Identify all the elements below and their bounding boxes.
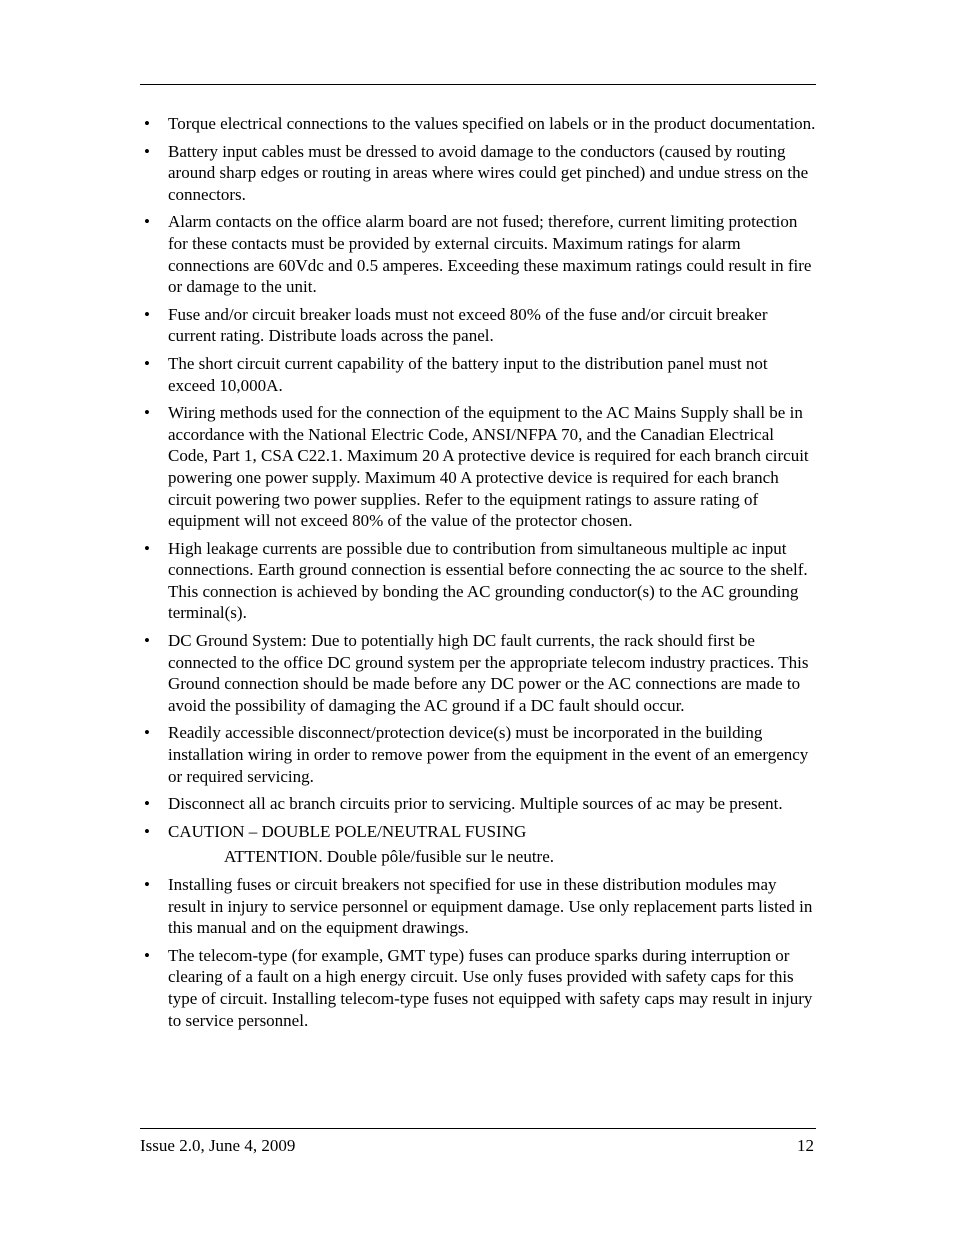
bullet-icon: • (144, 631, 150, 651)
list-item-text: High leakage currents are possible due to contribution from simultaneous multiple ac input connections. Earth ground connection is essential before connecting the ac source to the shelf. This connection is achieved by bonding the AC grounding conductor(s) to the AC grounding terminal(s). (168, 538, 808, 623)
list-item (140, 353, 816, 396)
bullet-icon: • (144, 538, 150, 558)
list-item-text: Torque electrical connections to the values specified on labels or in the product documentation. (168, 114, 816, 133)
list-item-text: DC Ground System: Due to potentially high DC fault currents, the rack should first be connected to the office DC ground system per the appropriate telecom industry practices. This Ground connection should be made before any DC power or the AC connections are made to avoid the possibility of damaging the AC ground if a DC fault should occur. (168, 631, 809, 715)
bullet-icon: • (144, 945, 150, 965)
list-item (140, 211, 816, 297)
list-item-text: Disconnect all ac branch circuits prior to servicing. Multiple sources of ac may be present. (168, 794, 783, 814)
bullet-icon: • (144, 821, 150, 841)
header-rule (140, 84, 816, 85)
list-item-text: Installing fuses or circuit breakers not specified for use in these distribution modules may result in injury to service personnel or equipment damage. Use only replacement parts listed in this manual and on the equipment drawings. (168, 875, 813, 938)
list-item-text: Alarm contacts on the office alarm board are not fused; therefore, current limiting protection for these contacts must be provided by external circuits. Maximum ratings for alarm connections are 60Vdc and 0.5 amperes. Exceeding these maximum ratings could result in fire or damage to the unit. (168, 212, 812, 297)
list-item-text: The short circuit current capability of the battery input to the distribution panel must not exceed 10,000A. (168, 353, 768, 395)
bullet-icon: • (144, 794, 150, 814)
safety-bullet-list (140, 113, 816, 1031)
bullet-icon: • (144, 212, 150, 232)
bullet-icon: • (144, 304, 150, 324)
list-item (140, 141, 816, 206)
bullet-icon: • (144, 353, 150, 373)
list-item (140, 945, 816, 1031)
caution-french-translation: ATTENTION. Double pôle/fusible sur le neutre. (224, 847, 554, 867)
bullet-icon: • (144, 875, 150, 894)
list-item-text: Battery input cables must be dressed to avoid damage to the conductors (caused by routing around sharp edges or routing in areas where wires could get pinched) and undue stress on the connectors. (168, 141, 809, 204)
list-item (140, 874, 816, 939)
footer-rule (140, 1128, 816, 1129)
bullet-icon: • (144, 723, 150, 743)
list-item (140, 821, 816, 868)
list-item (140, 113, 816, 135)
list-item (140, 304, 816, 347)
page-body (140, 113, 816, 1037)
page-number: 12 (797, 1136, 814, 1155)
list-item-text: Fuse and/or circuit breaker loads must not exceed 80% of the fuse and/or circuit breaker current rating. Distribute loads across the panel. (168, 304, 768, 346)
bullet-icon: • (144, 141, 150, 161)
list-item (140, 793, 816, 815)
bullet-icon: • (144, 403, 150, 423)
list-item-text: The telecom-type (for example, GMT type) fuses can produce sparks during interruption or clearing of a fault on a high energy circuit. Use only fuses provided with safety caps for this type of circuit. Installing telecom-type fuses not equipped with safety caps may result in injury to service personnel. (168, 945, 813, 1030)
list-item (140, 538, 816, 624)
issue-date: Issue 2.0, June 4, 2009 (140, 1136, 296, 1155)
list-item-text: Wiring methods used for the connection of the equipment to the AC Mains Supply shall be in accordance with the National Electric Code, ANSI/NFPA 70, and the Canadian Electrical Code, Part 1, CSA C22.1. Maximum 20 A protective device is required for each branch circuit powering one power supply. Maximum 40 A protective device is required for each branch circuit powering two power supplies. Refer to the equipment ratings to assure rating of equipment will not exceed 80% of the value of the protector chosen. (168, 403, 809, 531)
list-item-text: Readily accessible disconnect/protection device(s) must be incorporated in the building installation wiring in order to remove power from the equipment in the event of an emergency or required servicing. (168, 723, 809, 786)
list-item (140, 402, 816, 532)
list-item (140, 722, 816, 787)
list-item (140, 630, 816, 716)
caution-heading: CAUTION – DOUBLE POLE/NEUTRAL FUSING (168, 821, 527, 841)
bullet-icon: • (144, 114, 150, 133)
